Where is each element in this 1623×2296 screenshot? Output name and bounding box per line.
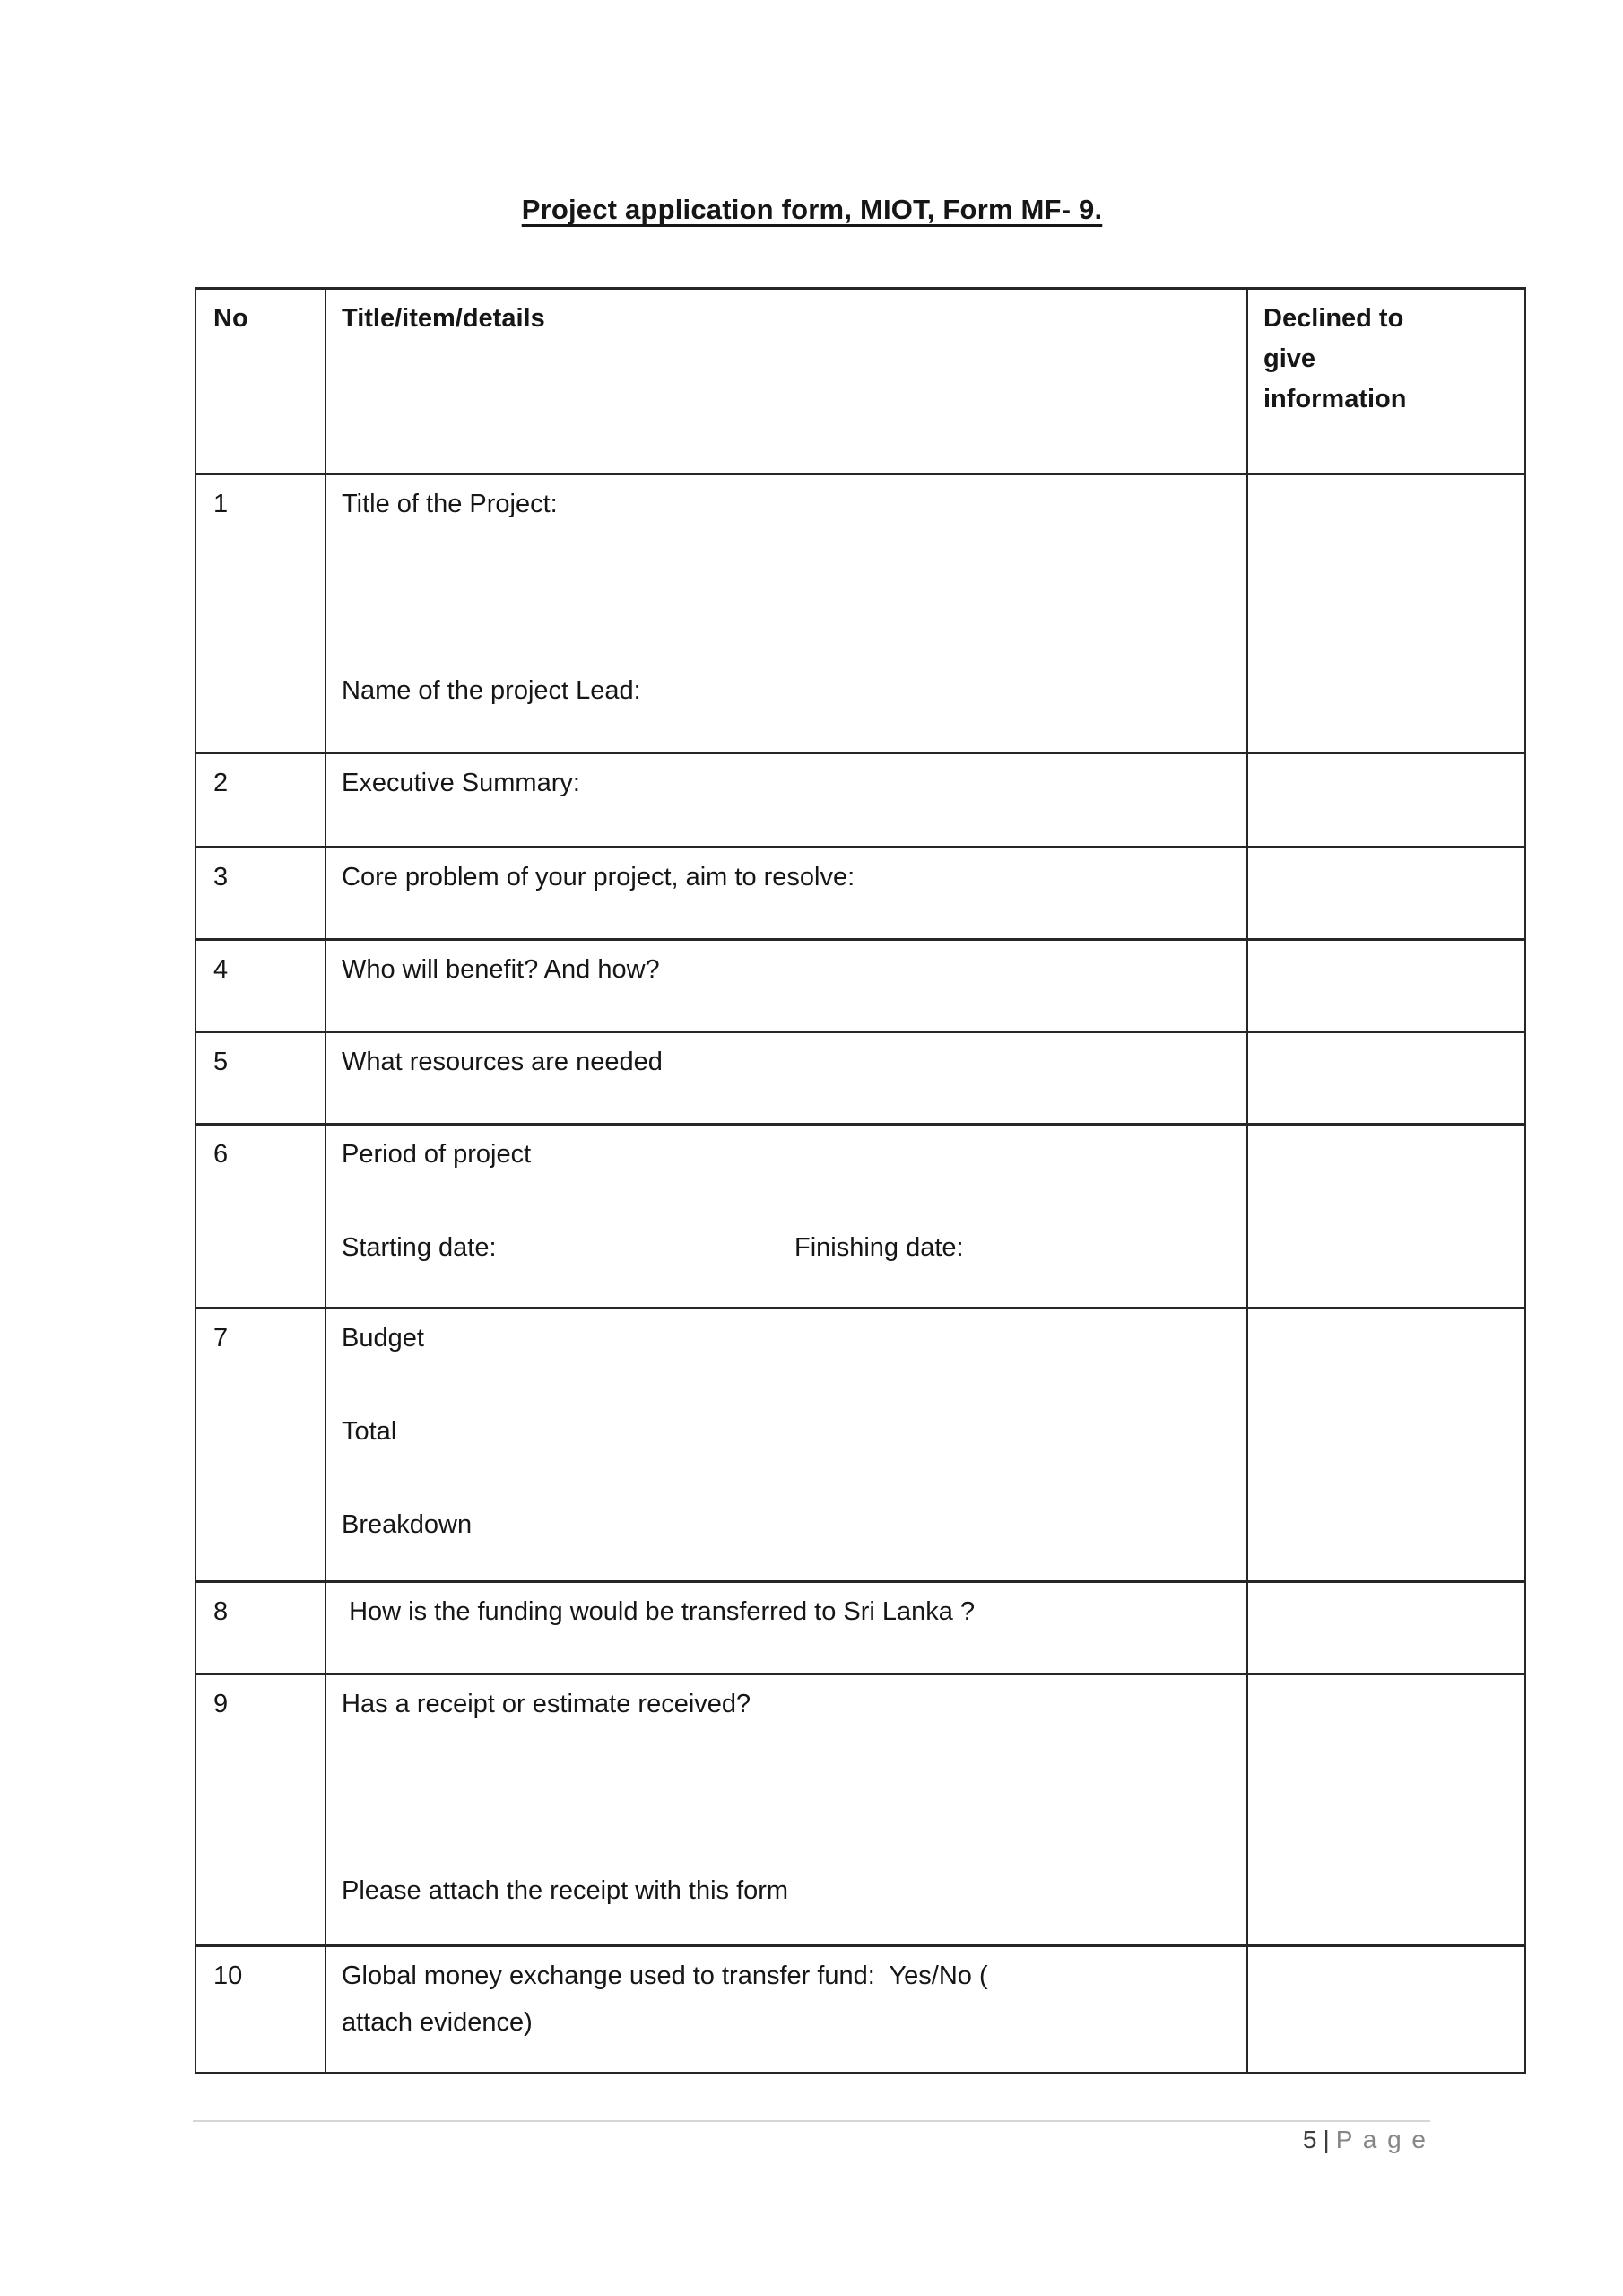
declined-cell: [1247, 1582, 1525, 1674]
table-row-5: [195, 1032, 1525, 1125]
table-row-2: [195, 753, 1525, 848]
header-declined-line: Declined to: [1263, 304, 1404, 333]
finishing-date-label: Finishing date:: [794, 1233, 964, 1262]
row-number-cell: [195, 1674, 325, 1946]
table-row-8: [195, 1582, 1525, 1674]
declined-cell: [1247, 1309, 1525, 1582]
declined-cell: [1247, 1032, 1525, 1125]
row-details-cell: [325, 848, 1247, 940]
row-line: Breakdown: [342, 1510, 473, 1539]
row-line: Period of project: [342, 1140, 532, 1169]
row-number: 1: [213, 490, 229, 518]
row-details-cell: [325, 1125, 1247, 1309]
row-line: Has a receipt or estimate received?: [342, 1690, 751, 1718]
row-number: 6: [213, 1140, 229, 1169]
form-table: [195, 287, 1526, 2074]
row-number-cell: [195, 1309, 325, 1582]
row-number-cell: [195, 940, 325, 1032]
row-number: 8: [213, 1597, 229, 1626]
row-number-cell: [195, 1125, 325, 1309]
row-line: How is the funding would be transferred to Sri Lanka ?: [342, 1597, 976, 1626]
header-declined-line: information: [1263, 385, 1407, 413]
row-details-cell: [325, 1946, 1247, 2074]
row-details-cell: [325, 940, 1247, 1032]
declined-cell: [1247, 474, 1525, 753]
row-line: Please attach the receipt with this form: [342, 1876, 789, 1905]
header-cell-no: [195, 289, 325, 474]
header-cell-declined: [1247, 289, 1525, 474]
table-row-6: [195, 1125, 1525, 1309]
table-row-10: [195, 1946, 1525, 2074]
row-line-blank: [342, 621, 1231, 667]
declined-cell: [1247, 1946, 1525, 2074]
row-line: attach evidence): [342, 2008, 533, 2037]
row-number-cell: [195, 1582, 325, 1674]
row-details-cell: [325, 1674, 1247, 1946]
table-row-4: [195, 940, 1525, 1032]
row-line-blank: [342, 574, 1231, 621]
row-details-cell: [325, 1309, 1247, 1582]
row-line: Title of the Project:: [342, 490, 558, 518]
row-number-cell: [195, 848, 325, 940]
declined-cell: [1247, 940, 1525, 1032]
declined-cell: [1247, 848, 1525, 940]
declined-cell: [1247, 1674, 1525, 1946]
row-details-cell: [325, 753, 1247, 848]
footer-page-word: P a g e: [1335, 2126, 1428, 2153]
header-details-label: Title/item/details: [342, 304, 545, 333]
table-row-3: [195, 848, 1525, 940]
row-line: Name of the project Lead:: [342, 676, 641, 705]
dates-line: [342, 1224, 1231, 1271]
page-number: 5: [1302, 2126, 1317, 2153]
row-details-cell: [325, 1032, 1247, 1125]
starting-date-label: Starting date:: [342, 1233, 497, 1262]
row-line: Executive Summary:: [342, 769, 580, 797]
row-number-cell: [195, 1032, 325, 1125]
row-number-cell: [195, 474, 325, 753]
row-number-cell: [195, 1946, 325, 2074]
header-row: [195, 289, 1525, 474]
row-details-cell: [325, 1582, 1247, 1674]
row-line: Global money exchange used to transfer fund: Yes/No (: [342, 1961, 988, 1990]
declined-cell: [1247, 1125, 1525, 1309]
header-declined-line: give: [1263, 344, 1316, 373]
document-title: Project application form, MIOT, Form MF- 9.: [521, 194, 1103, 225]
row-line-blank: [342, 1361, 1231, 1408]
row-line: Total: [342, 1417, 397, 1446]
table-row-1: [195, 474, 1525, 753]
footer-divider: [193, 2120, 1430, 2122]
row-number: 2: [213, 769, 229, 797]
row-number: 5: [213, 1048, 229, 1076]
row-line-blank: [342, 1774, 1231, 1821]
footer-separator: |: [1323, 2126, 1330, 2153]
row-line: What resources are needed: [342, 1048, 663, 1076]
page-footer: [1303, 2126, 1428, 2154]
row-number: 3: [213, 863, 229, 891]
declined-cell: [1247, 753, 1525, 848]
row-line-blank: [342, 1455, 1231, 1501]
row-line-blank: [342, 527, 1231, 574]
row-line-blank: [342, 1178, 1231, 1224]
row-details-cell: [325, 474, 1247, 753]
row-number: 7: [213, 1324, 229, 1352]
table-row-7: [195, 1309, 1525, 1582]
row-number: 4: [213, 955, 229, 984]
table-row-9: [195, 1674, 1525, 1946]
row-line-blank: [342, 1727, 1231, 1774]
header-no-label: No: [213, 304, 248, 333]
row-number: 10: [213, 1961, 243, 1990]
row-number: 9: [213, 1690, 229, 1718]
row-number-cell: [195, 753, 325, 848]
row-line: Budget: [342, 1324, 424, 1352]
row-line: Core problem of your project, aim to resolve:: [342, 863, 855, 891]
row-line-blank: [342, 1821, 1231, 1867]
row-line: Who will benefit? And how?: [342, 955, 660, 984]
header-cell-details: [325, 289, 1247, 474]
